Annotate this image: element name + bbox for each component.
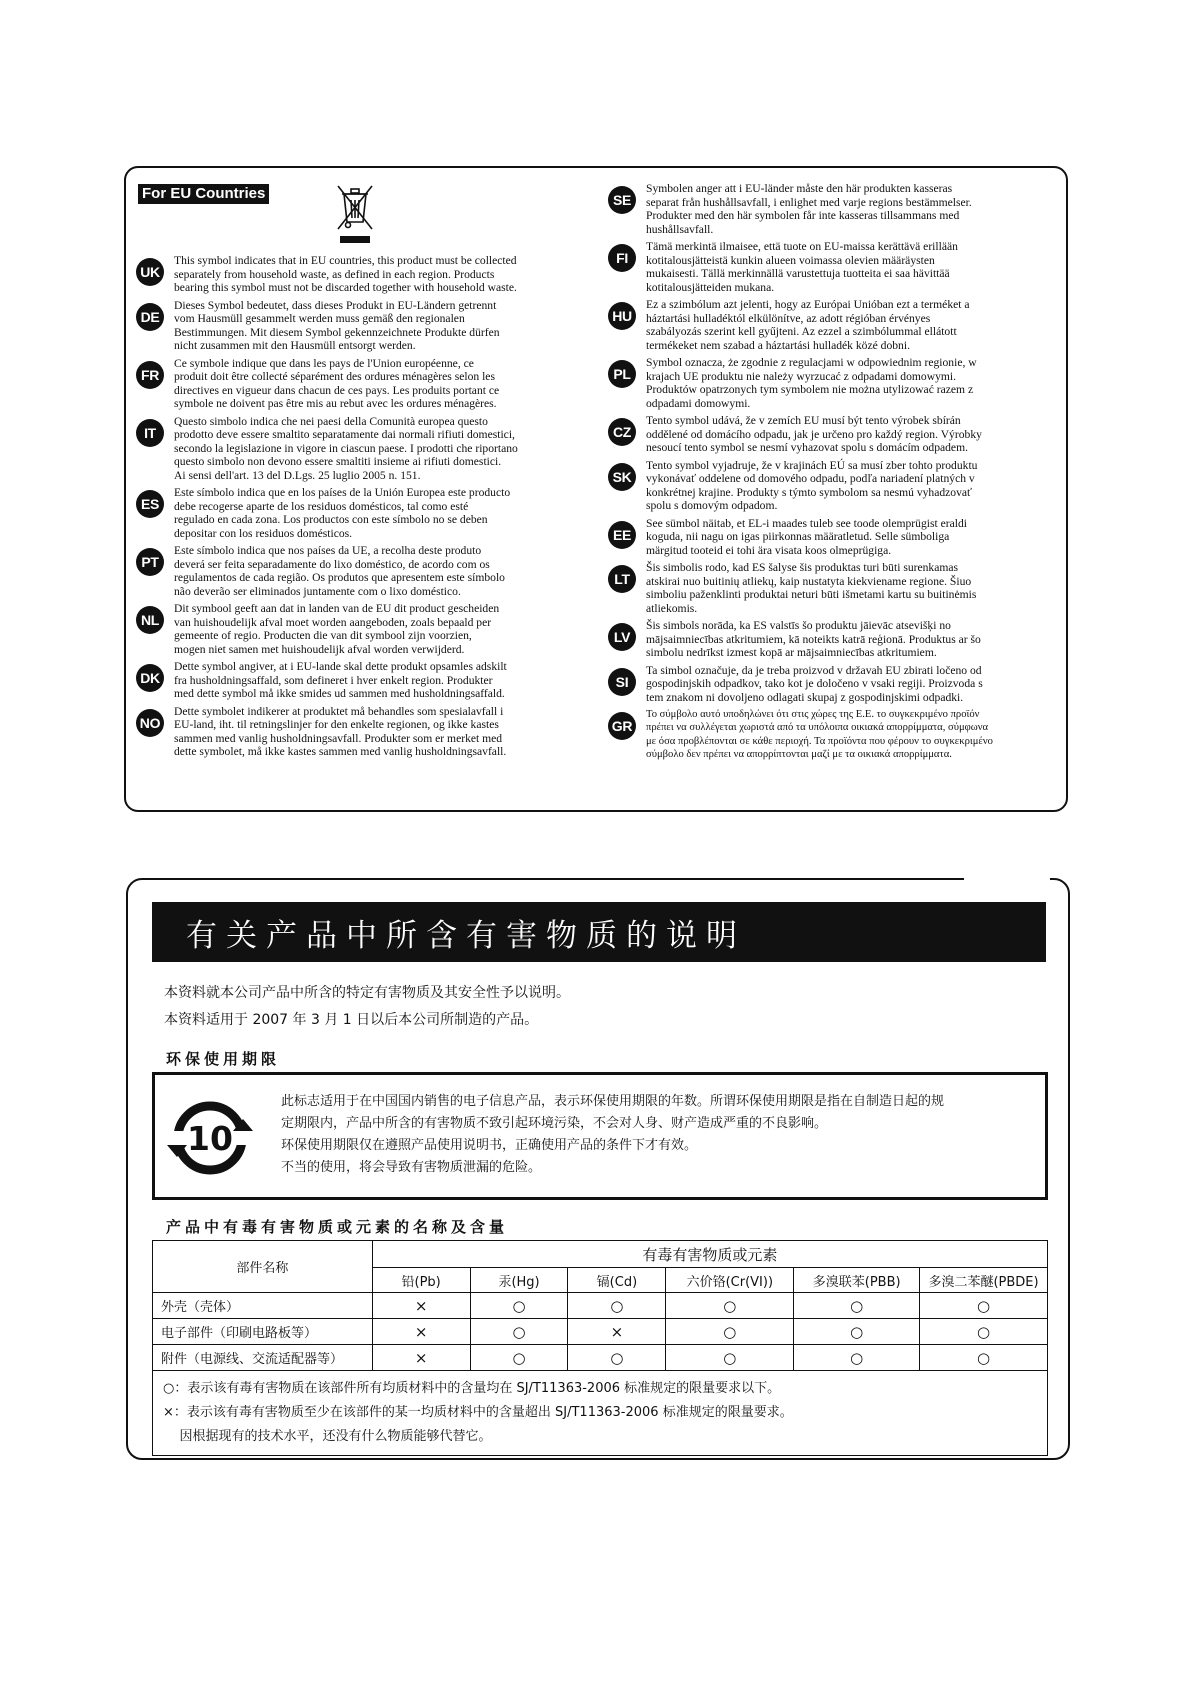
eu-entry-se <box>608 182 1058 236</box>
cn-intro <box>164 980 570 1034</box>
eu-entry-pt <box>136 544 602 598</box>
hazardous-substance-table <box>152 1240 1048 1456</box>
disposal-text: Dieses Symbol bedeutet, dass dieses Produkt in EU-Ländern getrennt vom Hausmüll gesammelt werden muss gemäß den regionalen Bestimmungen. Mit diesem Symbol gekennzeichnete Produkte dürfen nicht zusammen mit den Hausmüll entsorgt werden. <box>174 298 500 352</box>
table-notes <box>153 1371 1048 1456</box>
country-code-badge: NO <box>136 709 164 737</box>
eu-right-column <box>608 182 1058 766</box>
disposal-text: Symbol oznacza, że zgodnie z regulacjami w odpowiednim regionie, w krajach UE produktu nie należy wyrzucać z odpadami domowymi. Produktów opatrzonych tym symbolem nie można utylizować razem z odpadami domowymi. <box>646 356 977 410</box>
disposal-text: This symbol indicates that in EU countries, this product must be collected separately from household waste, as defined in each region. Products bearing this symbol must not be discarded together with household waste. <box>174 254 517 294</box>
disposal-text: See sümbol näitab, et EL-i maades tuleb see toode olemprügist eraldi koguda, nii nagu on igas piirkonnas määratletud. Selle sümboliga märgitud tooteid ei tohi ära visata koos olmeprügiga. <box>646 516 967 557</box>
eu-entry-gr <box>608 708 1058 762</box>
part-name-header: 部件名称 <box>153 1241 373 1293</box>
disposal-text: Ce symbole indique que dans les pays de l'Union européenne, ce produit doit être collecté séparément des ordures ménagères selon les directives en vigueur dans chacun de ces pays. Les produits portant ce symbole ne doivent pas être mis au rebut avec les ordures ménagères. <box>174 356 500 410</box>
country-code-badge: FR <box>136 361 164 389</box>
eu-right-entries <box>608 182 1058 762</box>
disposal-text: Ez a szimbólum azt jelenti, hogy az Európai Unióban ezt a terméket a háztartási hulladéktól elkülönítve, az adott régióban érvényes szabályozás szerint kell gyűjteni. Az ezzel a szimbólummal ellátott termékeket nem szabad a háztartási hulladék közé dobni. <box>646 298 970 352</box>
note-circle: ○：表示该有毒有害物质在该部件所有均质材料中的含量均在 SJ/T11363-2006 标准规定的限量要求以下。 <box>163 1381 781 1396</box>
eu-entry-ee <box>608 517 1058 558</box>
substance-column-header: 六价铬(Cr(VI)) <box>666 1268 794 1293</box>
disposal-text: Symbolen anger att i EU-länder måste den här produkten kasseras separat från hushållsavfall, i enlighet med varje regions bestämmelser. Produkter med den här symbolen får inte kasseras tillsammans med hushållsavfall. <box>646 182 972 236</box>
substance-column-header: 多溴二苯醚(PBDE) <box>920 1268 1048 1293</box>
substance-table-heading: 产品中有毒有害物质或元素的名称及含量 <box>166 1218 509 1236</box>
substance-group-header: 有毒有害物质或元素 <box>372 1241 1047 1268</box>
country-code-badge: GR <box>608 712 636 740</box>
eu-entry-lv <box>608 619 1058 660</box>
substance-column-header: 镉(Cd) <box>568 1268 666 1293</box>
country-code-badge: HU <box>608 302 636 330</box>
substance-mark-cell: ○ <box>920 1319 1048 1345</box>
substance-mark-cell: × <box>372 1345 470 1371</box>
eu-countries-label: For EU Countries <box>138 184 269 204</box>
eu-entry-nl <box>136 602 602 656</box>
eu-entry-sk <box>608 459 1058 513</box>
part-name-cell: 附件（电源线、交流适配器等） <box>153 1345 373 1371</box>
table-row <box>153 1319 1048 1345</box>
disposal-text: Šis simbolis rodo, kad ES šalyse šis produktas turi būti surenkamas atskirai nuo buitinių atliekų, kaip nustatyta kiekviename regione. Šiuo simboliu paženklinti produktai neturi būti išmetami kartu su buitinėmis atliekomis. <box>646 561 977 615</box>
disposal-text: Este símbolo indica que en los países de la Unión Europea este producto debe recogerse aparte de los residuos domésticos, tal como esté regulado en cada zona. Los productos con este símbolo no se deben depositar con los residuos domésticos. <box>174 486 511 540</box>
disposal-text: Tento symbol vyjadruje, že v krajinách EÚ sa musí zber tohto produktu vykonávať oddelene od domového odpadu, podľa nariadení platných v konkrétnej krajine. Produkty s týmto symbolom sa nesmú vyhadzovať spolu s domovým odpadom. <box>646 458 978 512</box>
country-code-badge: DE <box>136 303 164 331</box>
country-code-badge: NL <box>136 606 164 634</box>
eu-entry-lt <box>608 561 1058 615</box>
substance-mark-cell: × <box>372 1293 470 1319</box>
country-code-badge: SK <box>608 463 636 491</box>
country-code-badge: SI <box>608 668 636 696</box>
country-code-badge: EE <box>608 521 636 549</box>
substance-mark-cell: ○ <box>470 1319 568 1345</box>
disposal-text: Dette symbolet indikerer at produktet må behandles som spesialavfall i EU-land, iht. til retningslinjer for den enkelte regionen, og ikke kastes sammen med vanlig husholdningsavfall. Produkter som er merket med dette symbolet, må ikke kastes sammen med vanlig husholdningsavfall. <box>174 704 507 758</box>
substance-mark-cell: ○ <box>666 1293 794 1319</box>
disposal-text: Dette symbol angiver, at i EU-lande skal dette produkt opsamles adskilt fra husholdningsaffald, som defineret i hver enkelt region. Produkter med dette symbol må ikke smides ud sammen med husholdningsaffald. <box>174 660 507 700</box>
country-code-badge: CZ <box>608 418 636 446</box>
substance-column-header: 铅(Pb) <box>372 1268 470 1293</box>
disposal-text: Questo simbolo indica che nei paesi della Comunità europea questo prodotto deve essere smaltito separatamente dai normali rifiuti domestici, secondo la legislazione in vigore in ciascun paese. I prodotti che riportano questo simbolo non devono essere smaltiti insieme ai rifiuti domestici. Ai sensi dell'art. 13 del D.Lgs. 25 luglio 2005 n. 151. <box>174 414 518 482</box>
substance-mark-cell: ○ <box>920 1345 1048 1371</box>
epup-description: 此标志适用于在中国国内销售的电子信息产品，表示环保使用期限的年数。所谓环保使用期限是指在自制造日起的规 定期限内，产品中所含的有害物质不致引起环境污染，不会对人身、财产造成严重的不良影响。 环保使用期限仅在遵照产品使用说明书，正确使用产品的条件下才有效。 不当的使用，将会导致有害物质泄漏的危险。 <box>281 1094 945 1175</box>
epup-box <box>152 1072 1048 1200</box>
part-name-cell: 外壳（壳体） <box>153 1293 373 1319</box>
substance-mark-cell: ○ <box>794 1319 920 1345</box>
country-code-badge: PL <box>608 360 636 388</box>
disposal-text: Dit symbool geeft aan dat in landen van de EU dit product gescheiden van huishoudelijk afval moet worden aangeboden, zoals bepaald per gemeente of regio. Producten die van dit symbool zijn voorzien, mogen niet samen met huishoudelijk afval worden verwijderd. <box>174 602 500 656</box>
cn-intro-line-1: 本资料就本公司产品中所含的特定有害物质及其安全性予以说明。 <box>164 985 570 1001</box>
epup-logo-number: 10 <box>187 1119 233 1158</box>
country-code-badge: UK <box>136 258 164 286</box>
country-code-badge: LT <box>608 565 636 593</box>
eu-header <box>136 182 602 254</box>
substance-mark-cell: ○ <box>470 1293 568 1319</box>
eu-entry-cz <box>608 414 1058 455</box>
country-code-badge: PT <box>136 548 164 576</box>
eu-entry-es <box>136 486 602 540</box>
disposal-text: Tento symbol udává, že v zemích EU musí být tento výrobek sbírán oddělené od domácího odpadu, jak je určeno pro každý region. Výrobky nesoucí tento symbol se nesmí vyhazovat spolu s domácím odpadem. <box>646 414 982 454</box>
part-name-cell: 电子部件（印刷电路板等） <box>153 1319 373 1345</box>
substance-table-body <box>153 1293 1048 1371</box>
substance-mark-cell: × <box>372 1319 470 1345</box>
eu-disposal-notice <box>124 166 1068 812</box>
disposal-text: Το σύμβολο αυτό υποδηλώνει ότι στις χώρες της Ε.Ε. το συγκεκριμένο προϊόν πρέπει να συλλέγεται χωριστά από τα υπόλοιπα οικιακά απορρίμματα, σύμφωνα με όσα προβλέπονται σε κάθε περιοχή. Τα προϊόντα που φέρουν το συγκεκριμένο σύμβολο δεν πρέπει να απορρίπτονται μαζί με τα οικιακά απορρίμματα. <box>646 709 993 761</box>
substance-mark-cell: ○ <box>794 1345 920 1371</box>
note-extra: 因根据现有的技术水平，还没有什么物质能够代替它。 <box>163 1429 492 1444</box>
china-rohs-notice <box>126 878 1070 1460</box>
substance-mark-cell: ○ <box>666 1319 794 1345</box>
cn-intro-line-2: 本资料适用于 2007 年 3 月 1 日以后本公司所制造的产品。 <box>164 1012 539 1028</box>
eu-entry-pl <box>608 356 1058 410</box>
eu-entry-fr <box>136 357 602 411</box>
table-row <box>153 1345 1048 1371</box>
substance-mark-cell: × <box>568 1319 666 1345</box>
substance-column-header: 汞(Hg) <box>470 1268 568 1293</box>
country-code-badge: ES <box>136 490 164 518</box>
substance-column-header: 多溴联苯(PBB) <box>794 1268 920 1293</box>
table-row <box>153 1293 1048 1319</box>
disposal-text: Šis simbols norāda, ka ES valstīs šo produktu jāievāc atsevišķi no mājsaimniecības atkritumiem, kā noteikts katrā reģionā. Produktus ar šo simbolu nedrīkst izmest kopā ar mājsaimniecības atkritumiem. <box>646 619 981 659</box>
substance-mark-cell: ○ <box>568 1345 666 1371</box>
eu-entry-hu <box>608 298 1058 352</box>
eu-entry-si <box>608 664 1058 705</box>
eu-entry-de <box>136 299 602 353</box>
substance-mark-cell: ○ <box>794 1293 920 1319</box>
country-code-badge: FI <box>608 244 636 272</box>
eu-left-column <box>136 182 602 763</box>
cn-title-banner: 有关产品中所含有害物质的说明 <box>152 902 1046 962</box>
eu-entry-dk <box>136 660 602 701</box>
country-code-badge: IT <box>136 419 164 447</box>
country-code-badge: LV <box>608 623 636 651</box>
disposal-text: Este símbolo indica que nos países da UE, a recolha deste produto deverá ser feita separadamente do lixo doméstico, de acordo com os regulamentos de cada região. Os produtos que apresentem este símbolo não deverão ser eliminados juntamente com o lixo doméstico. <box>174 544 505 598</box>
substance-mark-cell: ○ <box>568 1293 666 1319</box>
epup-heading: 环保使用期限 <box>166 1050 281 1068</box>
country-code-badge: DK <box>136 664 164 692</box>
eu-entry-no <box>136 705 602 759</box>
epup-10-year-logo-icon <box>165 1093 255 1183</box>
disposal-text: Ta simbol označuje, da je treba proizvod v državah EU zbirati ločeno od gospodinjskih odpadkov, tako kot je določeno v vsaki regiji. Proizvoda s tem znakom ni dovoljeno odlagati skupaj z gospodinjskimi odpadki. <box>646 663 983 704</box>
country-code-badge: SE <box>608 186 636 214</box>
substance-mark-cell: ○ <box>666 1345 794 1371</box>
crossed-out-wheelie-bin-icon <box>335 182 375 244</box>
note-cross: ×：表示该有毒有害物质至少在该部件的某一均质材料中的含量超出 SJ/T11363-2006 标准规定的限量要求。 <box>163 1405 793 1420</box>
eu-left-entries <box>136 254 602 759</box>
eu-entry-it <box>136 415 602 483</box>
eu-entry-uk <box>136 254 602 295</box>
substance-mark-cell: ○ <box>920 1293 1048 1319</box>
substance-mark-cell: ○ <box>470 1345 568 1371</box>
eu-entry-fi <box>608 240 1058 294</box>
disposal-text: Tämä merkintä ilmaisee, että tuote on EU-maissa kerättävä erillään kotitalousjätteistä kunkin alueen voimassa olevien määräysten mukaisesti. Tällä merkinnällä varustettuja tuotteita ei saa hävittää kotitalousjätteiden mukana. <box>646 240 958 294</box>
